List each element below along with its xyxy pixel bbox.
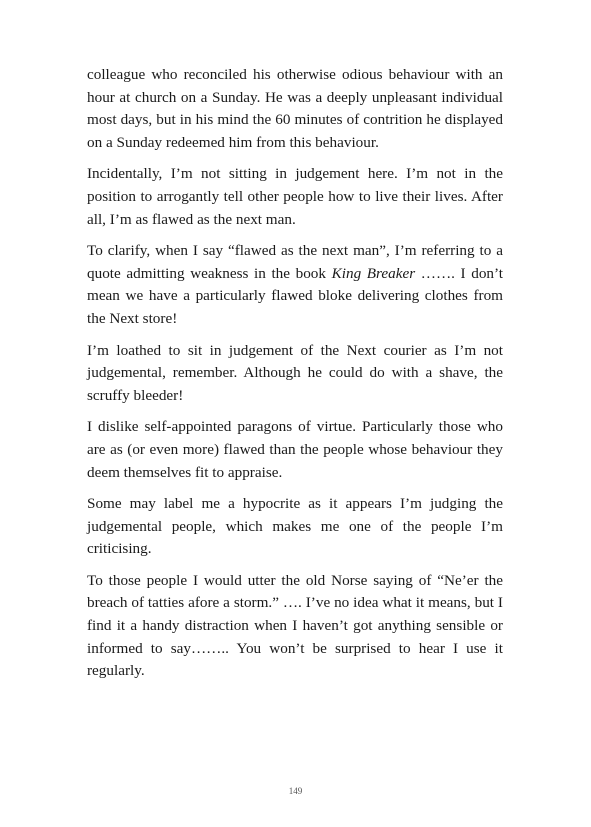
paragraph-3 xyxy=(87,240,503,330)
paragraph-3-text-after: ……. I don’t mean we have a particularly flawed bloke delivering clothes from the Next store! xyxy=(87,264,504,327)
paragraph-7: To those people I would utter the old Norse saying of “Ne’er the breach of tatties afore a storm.” …. I’ve no idea what it means, but I find it a handy distraction when I haven’t got anything sensible or informed to say…….. You won’t be surprised to hear I use it regularly. xyxy=(87,571,503,680)
paragraph-6: Some may label me a hypocrite as it appears I’m judging the judgemental people, which makes me one of the people I’m criticising. xyxy=(87,495,503,558)
paragraph-3-text-before: To clarify, when I say “flawed as the next man”, I’m referring to a quote admitting weakness in the book xyxy=(87,242,503,282)
paragraph-1: colleague who reconciled his otherwise odious behaviour with an hour at church on a Sunday. He was a deeply unpleasant individual most days, but in his mind the 60 minutes of contrition he displayed on a Sunday redeemed him from this behaviour. xyxy=(87,66,503,151)
book-title: King Breaker xyxy=(331,264,416,282)
paragraph-4: I’m loathed to sit in judgement of the Next courier as I’m not judgemental, remember. Although he could do with a shave, the scruffy bleeder! xyxy=(87,341,503,404)
paragraph-2: Incidentally, I’m not sitting in judgement here. I’m not in the position to arrogantly tell other people how to live their lives. After all, I’m as flawed as the next man. xyxy=(87,165,503,228)
page-body xyxy=(87,64,503,692)
paragraph-5: I dislike self-appointed paragons of virtue. Particularly those who are as (or even more) flawed than the people whose behaviour they deem themselves fit to appraise. xyxy=(87,418,503,481)
page-number: 149 xyxy=(288,786,303,796)
